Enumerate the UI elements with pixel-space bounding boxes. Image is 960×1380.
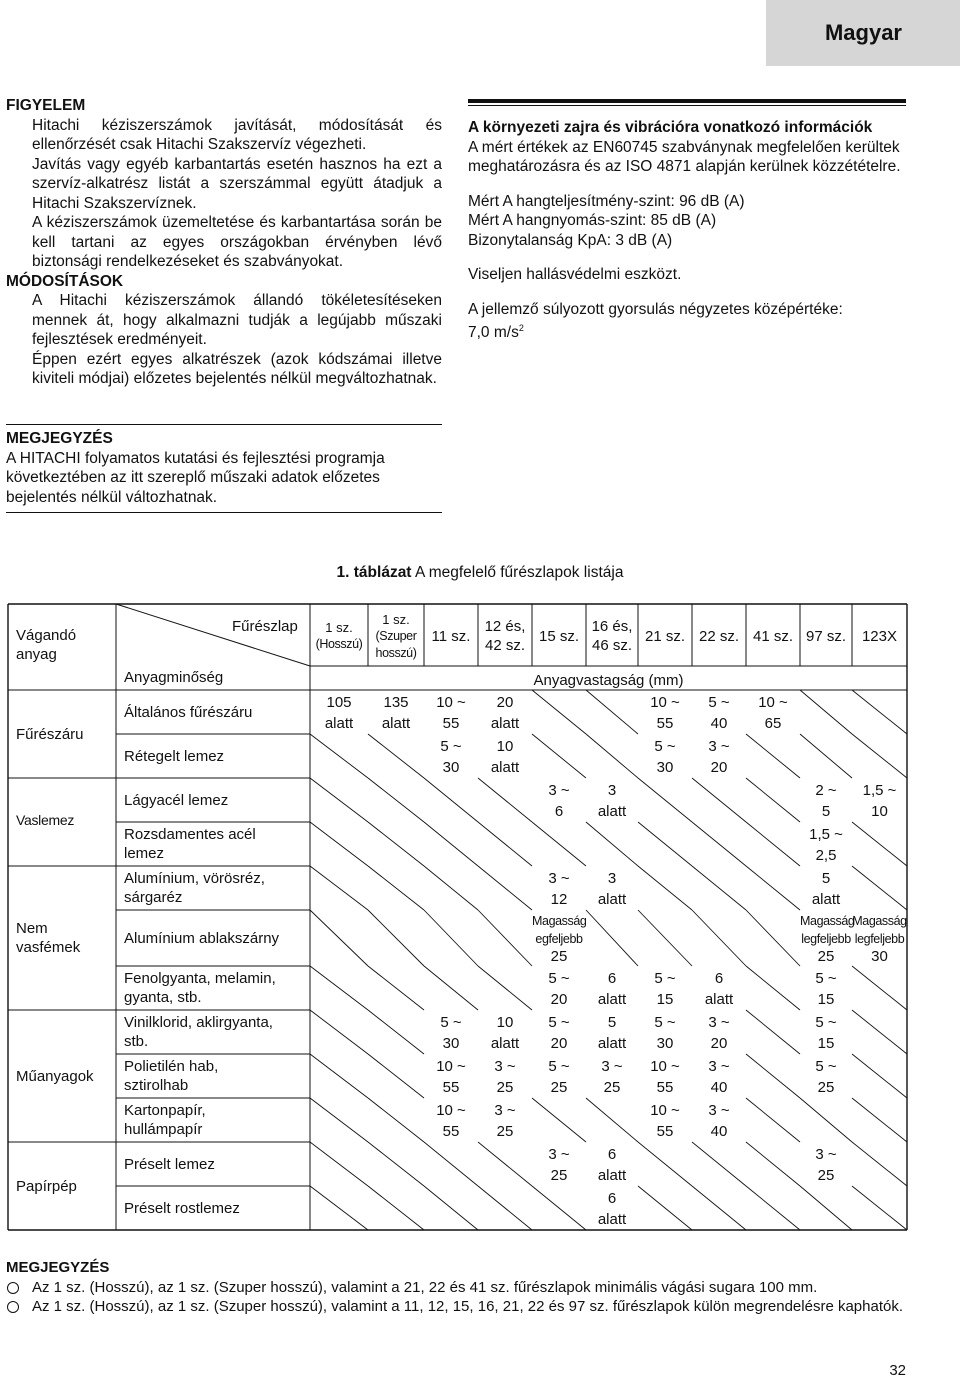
page-number: 32	[889, 1362, 906, 1379]
empty-cell-diagonal	[532, 1098, 586, 1142]
table-cell: 1,5 ~ 2,5	[809, 826, 843, 864]
thickness-header: Anyagvastagság (mm)	[533, 672, 684, 689]
note-item	[6, 1278, 936, 1298]
empty-cell-diagonal	[852, 866, 907, 910]
table-cell: 5 ~ 20	[548, 1014, 570, 1052]
empty-cell-diagonal	[638, 778, 692, 822]
noise-value: Bizonytalanság KpA: 3 dB (A)	[468, 231, 673, 249]
blade-column-header: 123X	[861, 627, 898, 645]
table-cell: 5 ~ 15	[815, 1014, 837, 1052]
empty-cell-diagonal	[424, 1186, 478, 1230]
blade-column-header: 15 sz.	[538, 627, 580, 645]
corner-label-quality: Anyagminőség	[124, 669, 224, 686]
empty-cell-diagonal	[424, 1142, 478, 1186]
empty-cell-diagonal	[368, 910, 424, 966]
noise-info-title: A környezeti zajra és vibrációra vonatkozó információk	[468, 119, 873, 136]
empty-cell-diagonal	[638, 910, 692, 966]
hearing-protection-text: Viseljen hallásvédelmi eszközt.	[468, 266, 682, 283]
empty-cell-diagonal	[746, 734, 800, 778]
table-cell: 3 ~ 25	[494, 1058, 516, 1096]
table-cell: Magasság egfeljebb 25	[532, 914, 587, 965]
table-cell: 5 ~ 20	[548, 970, 570, 1008]
empty-cell-diagonal	[368, 734, 424, 778]
empty-cell-diagonal	[532, 690, 586, 734]
table-cell: 5 ~ 15	[815, 970, 837, 1008]
material-name: Alumínium, vörösréz, sárgaréz	[124, 870, 265, 906]
empty-cell-diagonal	[746, 966, 800, 1010]
empty-cell-diagonal	[368, 1054, 424, 1098]
material-category: Vaslemez	[16, 811, 75, 828]
table-cell: 20 alatt	[490, 694, 520, 732]
table-cell: 3 ~ 20	[708, 1014, 730, 1052]
empty-cell-diagonal	[586, 690, 638, 734]
table-cell: 6 alatt	[704, 970, 734, 1008]
vibration-number: 7,0 m/s	[468, 324, 519, 342]
empty-cell-diagonal	[310, 910, 368, 966]
material-name: Vinilklorid, aklirgyanta, stb.	[124, 1014, 273, 1050]
table-cell: 3 ~ 6	[548, 782, 570, 820]
blade-column-header: 16 és, 46 sz.	[591, 618, 633, 654]
note-item-text: Az 1 sz. (Hosszú), az 1 sz. (Szuper hosszú), valamint a 21, 22 és 41 sz. fűrészlapok minimális vágási sugara 100 mm.	[32, 1278, 818, 1296]
empty-cell-diagonal	[692, 866, 746, 910]
noise-intro: A mért értékek az EN60745 szabványnak megfelelően kerültek meghatározásra és az ISO 4871 alapján kerülnek közzétételre.	[468, 138, 901, 175]
blade-column-header: 22 sz.	[698, 627, 740, 645]
bottom-notes-title: MEGJEGYZÉS	[6, 1259, 110, 1276]
modifications-title: MÓDOSÍTÁSOK	[6, 272, 124, 290]
note-item-text: Az 1 sz. (Hosszú), az 1 sz. (Szuper hosszú), valamint a 11, 12, 15, 16, 21, 22 és 97 sz. fűrészlapok külön megrendelésre kaphatók.	[32, 1298, 903, 1315]
blade-column-header: 97 sz.	[805, 627, 847, 645]
empty-cell-diagonal	[800, 690, 852, 734]
table-cell: 3 alatt	[597, 870, 627, 908]
table-cell: 3 ~ 25	[601, 1058, 623, 1096]
table-cell: 6 alatt	[597, 1146, 627, 1184]
blade-column-header: 21 sz.	[644, 627, 686, 645]
language-label: Magyar	[824, 20, 902, 45]
table-cell: 1,5 ~ 10	[862, 782, 897, 820]
empty-cell-diagonal	[478, 910, 532, 966]
empty-cell-diagonal	[310, 1186, 368, 1230]
table-cell: 5 alatt	[597, 1014, 627, 1052]
corner-label-material: Vágandó anyag	[16, 627, 77, 663]
empty-cell-diagonal	[800, 1186, 852, 1230]
table-cell: 5 ~ 25	[548, 1058, 570, 1096]
vibration-text: A jellemző súlyozott gyorsulás négyzetes középértéke:	[468, 300, 843, 318]
table-cell: 5 ~ 30	[440, 738, 462, 776]
material-name: Alumínium ablakszárny	[124, 929, 280, 947]
material-category: Fűrészáru	[16, 725, 84, 743]
empty-cell-diagonal	[852, 690, 907, 734]
empty-cell-diagonal	[310, 734, 368, 778]
table-cell: 135 alatt	[381, 694, 411, 732]
empty-cell-diagonal	[424, 866, 478, 910]
empty-cell-diagonal	[310, 966, 368, 1010]
empty-cell-diagonal	[532, 1186, 586, 1230]
empty-cell-diagonal	[800, 1098, 852, 1142]
noise-value: Mért A hangnyomás-szint: 85 dB (A)	[468, 212, 717, 229]
empty-cell-diagonal	[424, 966, 478, 1010]
empty-cell-diagonal	[478, 1142, 532, 1186]
empty-cell-diagonal	[852, 966, 907, 1010]
empty-cell-diagonal	[746, 866, 800, 910]
material-name: Lágyacél lemez	[124, 791, 229, 809]
empty-cell-diagonal	[852, 1098, 907, 1142]
note-text: A HITACHI folyamatos kutatási és fejlesztési programja következtében az itt szereplő műszaki adatok előzetes bejelentés nélkül változhatnak.	[6, 449, 385, 506]
empty-cell-diagonal	[746, 1054, 800, 1098]
warning-paragraph: A kéziszerszámok üzemeltetése és karbantartása során be kell tartani az egyes országokban érvényben lévő biztonsági rendelkezéseket és szabványokat.	[32, 214, 442, 270]
table-title-number: 1. táblázat	[336, 564, 412, 581]
empty-cell-diagonal	[310, 866, 368, 910]
table-cell: 2 ~ 5	[815, 782, 837, 820]
empty-cell-diagonal	[746, 1098, 800, 1142]
empty-cell-diagonal	[746, 1186, 800, 1230]
table-cell: 3 ~ 40	[708, 1058, 730, 1096]
empty-cell-diagonal	[310, 778, 368, 822]
table-cell: 10 ~ 55	[650, 694, 680, 732]
modifications-paragraph: Éppen ezért egyes alkatrészek (azok kódszámai illetve kiviteli módjai) előzetes bejelentés nélkül megváltozhatnak.	[32, 350, 442, 387]
material-category: Műanyagok	[16, 1067, 94, 1085]
table-cell: 3 ~ 40	[708, 1102, 730, 1140]
material-name: Általános fűrészáru	[124, 703, 253, 721]
empty-cell-diagonal	[368, 822, 424, 866]
modifications-paragraph: A Hitachi kéziszerszámok állandó tökéletesítéseken mennek át, hogy alkalmazni tudják a legújabb műszaki fejlesztések eredményeit.	[32, 292, 442, 348]
empty-cell-diagonal	[586, 734, 638, 778]
noise-value: Mért A hangteljesítmény-szint: 96 dB (A)	[468, 192, 745, 210]
table-cell: 3 ~ 25	[494, 1102, 516, 1140]
table-cell: 10 ~ 55	[650, 1102, 680, 1140]
empty-cell-diagonal	[746, 910, 800, 966]
table-cell: 3 ~ 20	[708, 738, 730, 776]
blade-column-header: 1 sz. (Szuper hosszú)	[375, 612, 417, 660]
table-title-text: A megfelelő fűrészlapok listája	[414, 564, 624, 581]
material-name: Préselt rostlemez	[124, 1199, 240, 1217]
material-name: Rozsdamentes acél lemez	[124, 826, 256, 862]
circle-bullet-icon	[7, 1301, 19, 1313]
empty-cell-diagonal	[692, 778, 746, 822]
empty-cell-diagonal	[424, 778, 478, 822]
material-name: Fenolgyanta, melamin, gyanta, stb.	[124, 970, 276, 1006]
table-cell: 3 ~ 25	[548, 1146, 570, 1184]
warning-title: FIGYELEM	[6, 97, 86, 114]
table-cell: 5 ~ 40	[708, 694, 730, 732]
note-item	[6, 1297, 936, 1317]
table-cell: 6 alatt	[597, 1190, 627, 1228]
table-cell: Magasság legfeljebb 30	[852, 914, 907, 965]
table-cell: 10 ~ 55	[650, 1058, 680, 1096]
empty-cell-diagonal	[692, 1186, 746, 1230]
empty-cell-diagonal	[852, 1010, 907, 1054]
table-cell: 3 alatt	[597, 782, 627, 820]
material-name: Préselt lemez	[124, 1155, 215, 1173]
table-cell: 10 ~ 65	[758, 694, 788, 732]
blade-column-header: 12 és, 42 sz.	[484, 618, 526, 654]
empty-cell-diagonal	[478, 1186, 532, 1230]
material-category: Nem vasfémek	[16, 920, 81, 956]
blade-column-header: 11 sz.	[431, 627, 471, 645]
blade-column-header: 1 sz. (Hosszú)	[315, 620, 363, 651]
table-cell: 6 alatt	[597, 970, 627, 1008]
empty-cell-diagonal	[638, 866, 692, 910]
empty-cell-diagonal	[586, 910, 638, 966]
empty-cell-diagonal	[852, 1142, 907, 1186]
empty-cell-diagonal	[852, 734, 907, 778]
table-cell: 105 alatt	[324, 694, 354, 732]
empty-cell-diagonal	[310, 1142, 368, 1186]
empty-cell-diagonal	[532, 822, 586, 866]
table-cell: 10 alatt	[490, 1014, 520, 1052]
table-cell: 10 alatt	[490, 738, 520, 776]
empty-cell-diagonal	[368, 1142, 424, 1186]
empty-cell-diagonal	[692, 822, 746, 866]
empty-cell-diagonal	[424, 822, 478, 866]
empty-cell-diagonal	[852, 1186, 907, 1230]
empty-cell-diagonal	[852, 822, 907, 866]
table-cell: 3 ~ 12	[548, 870, 570, 908]
empty-cell-diagonal	[746, 1010, 800, 1054]
empty-cell-diagonal	[638, 822, 692, 866]
material-name: Rétegelt lemez	[124, 747, 225, 765]
material-name: Kartonpapír, hullámpapír	[124, 1102, 206, 1138]
empty-cell-diagonal	[368, 778, 424, 822]
table-cell: 5 ~ 30	[440, 1014, 462, 1052]
material-name: Polietilén hab, sztirolhab	[124, 1058, 219, 1094]
empty-cell-diagonal	[586, 1098, 638, 1142]
corner-label-blade: Fűrészlap	[232, 618, 298, 635]
empty-cell-diagonal	[852, 1054, 907, 1098]
empty-cell-diagonal	[746, 1142, 800, 1186]
empty-cell-diagonal	[532, 734, 586, 778]
empty-cell-diagonal	[310, 1098, 368, 1142]
empty-cell-diagonal	[478, 866, 532, 910]
material-category: Papírpép	[16, 1177, 77, 1195]
empty-cell-diagonal	[310, 1010, 368, 1054]
empty-cell-diagonal	[638, 1142, 692, 1186]
empty-cell-diagonal	[368, 1186, 424, 1230]
table-cell: 5 ~ 30	[654, 738, 676, 776]
note-title: MEGJEGYZÉS	[6, 430, 113, 447]
empty-cell-diagonal	[424, 910, 478, 966]
empty-cell-diagonal	[586, 822, 638, 866]
table-cell: 5 ~ 15	[654, 970, 676, 1008]
table-cell: 10 ~ 55	[436, 694, 466, 732]
vibration-exponent: 2	[518, 323, 524, 333]
empty-cell-diagonal	[310, 1054, 368, 1098]
table-cell: Magasság legfeljebb 25	[800, 914, 855, 965]
bottom-notes	[6, 1258, 936, 1317]
empty-cell-diagonal	[478, 778, 532, 822]
empty-cell-diagonal	[478, 966, 532, 1010]
table-cell: 3 ~ 25	[815, 1146, 837, 1184]
empty-cell-diagonal	[746, 778, 800, 822]
empty-cell-diagonal	[692, 1142, 746, 1186]
empty-cell-diagonal	[478, 822, 532, 866]
table-cell: 5 alatt	[811, 870, 841, 908]
empty-cell-diagonal	[368, 1098, 424, 1142]
table-cell: 5 ~ 30	[654, 1014, 676, 1052]
empty-cell-diagonal	[638, 1186, 692, 1230]
warning-paragraph: Javítás vagy egyéb karbantartás esetén hasznos ha ezt a szervíz-alkatrész listát a szerszámmal együtt átadjuk a Hitachi Szakszervíznek.	[32, 155, 442, 212]
empty-cell-diagonal	[368, 866, 424, 910]
table-cell: 10 ~ 55	[436, 1102, 466, 1140]
empty-cell-diagonal	[800, 734, 852, 778]
blade-column-header: 41 sz.	[752, 627, 794, 645]
empty-cell-diagonal	[368, 966, 424, 1010]
table-cell: 10 ~ 55	[436, 1058, 466, 1096]
empty-cell-diagonal	[310, 822, 368, 866]
circle-bullet-icon	[7, 1282, 19, 1294]
empty-cell-diagonal	[368, 1010, 424, 1054]
empty-cell-diagonal	[746, 822, 800, 866]
empty-cell-diagonal	[692, 910, 746, 966]
warning-paragraph: Hitachi kéziszerszámok javítását, módosítását és ellenőrzését csak Hitachi Szakszervíz végezheti.	[32, 116, 442, 153]
table-cell: 5 ~ 25	[815, 1058, 837, 1096]
